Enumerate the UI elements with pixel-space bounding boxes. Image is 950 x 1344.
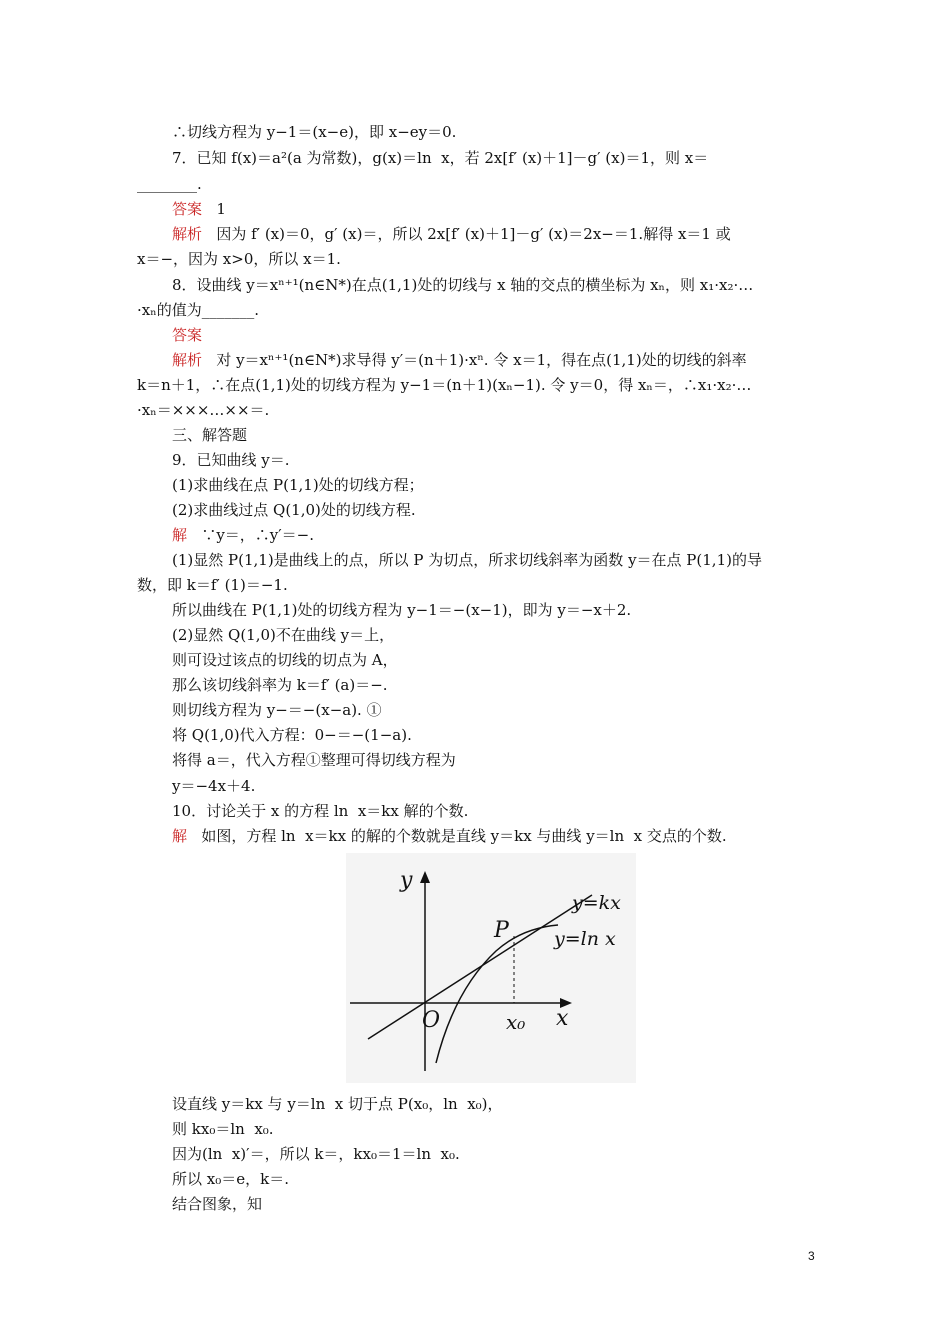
x0-label: x₀ [506,1010,526,1034]
text-line: 则可设过该点的切线的切点为 A， [172,651,398,669]
line-label: y=kx [572,892,621,914]
text-line: 则切线方程为 y−＝−(x−a). ① [172,701,382,719]
answer-label: 答案 [172,200,203,218]
solution-line: 解 如图，方程 ln x＝kx 的解的个数就是直线 y＝kx 与曲线 y＝ln x 交点的个数. [172,827,727,845]
text-line: ________. [137,175,202,193]
text-line: 结合图象，知 [172,1195,263,1213]
page-number: 3 [808,1249,815,1263]
solution-label: 解 [172,526,188,544]
text-line: (1)求曲线在点 P(1,1)处的切线方程； [172,476,424,494]
tangent-figure [346,853,636,1083]
text-line: 9．已知曲线 y＝. [172,451,290,469]
text-line: 10．讨论关于 x 的方程 ln x＝kx 解的个数. [172,802,469,820]
answer-label: 答案 [172,326,203,344]
analysis-label: 解析 [172,225,203,243]
answer-line [172,325,202,345]
origin-label: O [422,1008,441,1033]
solution-line: 解 ∵y＝，∴y′＝−. [172,526,315,544]
text-line: ∴切线方程为 y−1＝(x−e)，即 x−ey＝0. [172,123,457,141]
section-heading: 三、解答题 [172,426,248,444]
analysis-label: 解析 [172,351,203,369]
text-line: ·xₙ的值为_______. [137,301,259,319]
analysis-line: 解析 对 y＝xⁿ⁺¹(n∈N*)求导得 y′＝(n＋1)·xⁿ. 令 x＝1，得在点(1,1)处的切线的斜率 [172,351,747,369]
text-line: 所以 x₀＝e，k＝. [172,1170,289,1188]
text-line: (1)显然 P(1,1)是曲线上的点，所以 P 为切点，所求切线斜率为函数 y＝在点 P(1,1)的导 [172,551,762,569]
curve-label: y=ln x [554,928,616,950]
text-line: 设直线 y＝kx 与 y＝ln x 切于点 P(x₀，ln x₀)， [172,1095,503,1113]
text-line: 将 Q(1,0)代入方程：0−＝−(1−a). [172,726,412,744]
text-line: (2)求曲线过点 Q(1,0)处的切线方程. [172,501,416,519]
text-line: 8．设曲线 y＝xⁿ⁺¹(n∈N*)在点(1,1)处的切线与 x 轴的交点的横坐标为 xₙ，则 x₁·x₂·… [172,276,754,294]
text-line: 将得 a＝，代入方程①整理可得切线方程为 [172,751,456,769]
text-line: 所以曲线在 P(1,1)处的切线方程为 y−1＝−(x−1)，即为 y＝−x＋2. [172,601,632,619]
point-p-label: P [494,918,509,943]
y-axis-label: y [400,868,413,893]
text-line: (2)显然 Q(1,0)不在曲线 y＝上， [172,626,395,644]
text-line: k＝n＋1，∴在点(1,1)处的切线方程为 y−1＝(n＋1)(xₙ−1). 令 y＝0，得 xₙ＝，∴x₁·x₂·… [137,376,752,394]
figure-background [346,853,636,1083]
text-line: y＝−4x＋4. [172,777,256,795]
text-line: ·xₙ＝×××…××＝. [137,401,270,419]
text-line: 数，即 k＝f′ (1)＝−1. [137,576,288,594]
solution-label: 解 [172,827,188,845]
text-line: 因为(ln x)′＝，所以 k＝，kx₀＝1＝ln x₀. [172,1145,460,1163]
text-line: x＝−，因为 x>0，所以 x＝1. [137,250,341,268]
text-line: 那么该切线斜率为 k＝f′ (a)＝−. [172,676,388,694]
x-axis-label: x [556,1006,569,1031]
analysis-line: 解析 因为 f′ (x)＝0，g′ (x)＝，所以 2x[f′ (x)＋1]－g′ (x)＝2x−＝1.解得 x＝1 或 [172,225,731,243]
answer-line: 答案 1 [172,200,226,218]
text-line: 7．已知 f(x)＝a²(a 为常数)，g(x)＝ln x，若 2x[f′ (x)＋1]－g′ (x)＝1，则 x＝ [172,149,709,167]
text-line: 则 kx₀＝ln x₀. [172,1120,274,1138]
